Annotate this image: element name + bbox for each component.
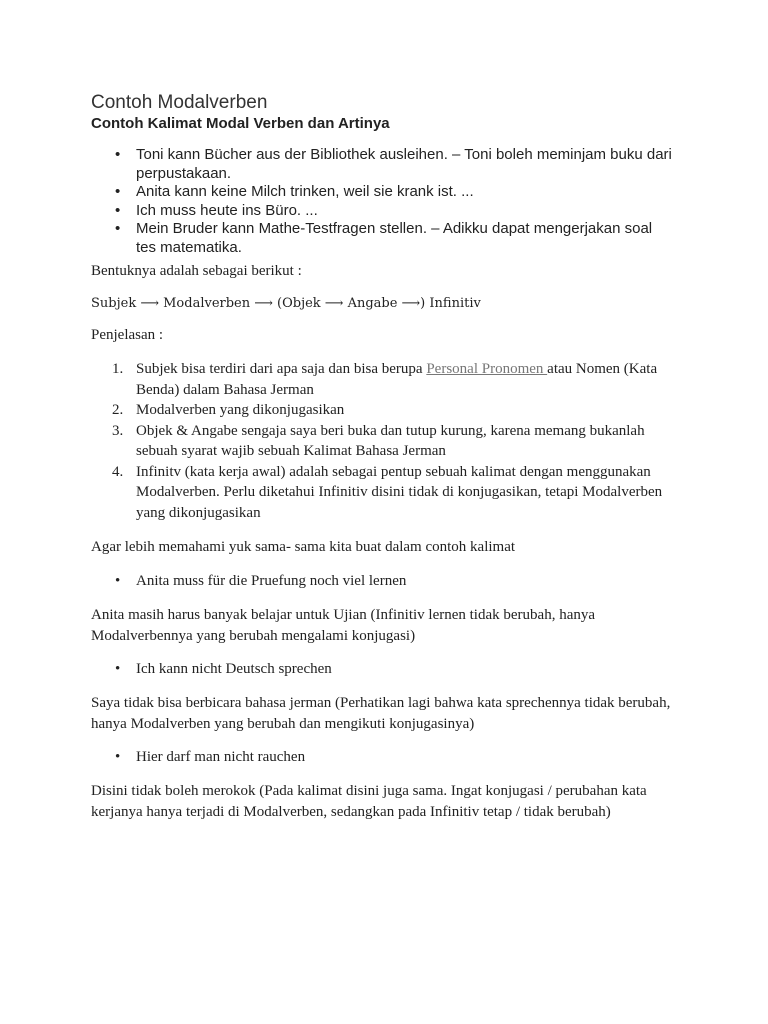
personal-pronomen-link[interactable]: Personal Pronomen <box>426 361 548 377</box>
example-explanation-3 <box>91 781 691 822</box>
example-text-cont: tes matematika. <box>136 238 242 256</box>
example-text: Toni kann Bücher aus der Bibliothek ausleihen. – Toni boleh meminjam buku dari <box>136 146 672 163</box>
examples-intro: Agar lebih memahami yuk sama- sama kita buat dalam contoh kalimat <box>91 539 516 555</box>
example-text-cont: perpustakaan. <box>136 164 232 182</box>
example-list <box>91 146 691 257</box>
example-text: Mein Bruder kann Mathe-Testfragen stellen. – Adikku dapat mengerjakan soal <box>136 220 653 237</box>
example-explanation-1 <box>91 605 691 646</box>
list-item <box>91 400 691 421</box>
item-text-cont: yang dikonjugasikan <box>136 504 261 521</box>
text-line: kerjanya hanya terjadi di Modalverben, sedangkan pada Infinitiv tetap / tidak berubah) <box>91 803 611 820</box>
item-text: Subjek bisa terdiri dari apa saja dan bisa berupa <box>136 361 427 377</box>
list-item <box>91 359 691 400</box>
item-text-cont: Benda) dalam Bahasa Jerman <box>136 381 314 398</box>
text-line: Anita masih harus banyak belajar untuk Ujian (Infinitiv lernen tidak berubah, hanya <box>91 607 596 623</box>
explanation-label: Penjelasan : <box>91 327 164 343</box>
list-item <box>91 146 691 183</box>
text-line: Saya tidak bisa berbicara bahasa jerman (Perhatikan lagi bahwa kata sprechennya tidak berubah, <box>91 695 671 711</box>
item-number: 2. <box>112 402 124 418</box>
list-item <box>91 462 691 524</box>
explanation-list <box>91 359 691 523</box>
form-intro: Bentuknya adalah sebagai berikut : <box>91 263 302 279</box>
example-text: Anita kann keine Milch trinken, weil sie krank ist. ... <box>136 183 474 200</box>
item-number: 1. <box>112 361 124 377</box>
item-text-cont: Modalverben. Perlu diketahui Infinitiv disini tidak di konjugasikan, tetapi Modalverben <box>136 484 663 500</box>
example-sentence-3: • Hier darf man nicht rauchen <box>91 747 305 768</box>
example-explanation-2 <box>91 693 691 734</box>
item-text: atau Nomen (Kata <box>547 361 658 377</box>
text-line: hanya Modalverben yang berubah dan mengikuti konjugasinya) <box>91 715 475 732</box>
list-item <box>91 421 691 462</box>
text-line: Modalverbennya yang berubah mengalami konjugasi) <box>91 627 416 644</box>
item-text: Infinitv (kata kerja awal) adalah sebagai pentup sebuah kalimat dengan menggunakan <box>136 463 651 480</box>
formula: Subjek ⟶ Modalverben ⟶ (Objek ⟶ Angabe ⟶) Infinitiv <box>91 296 481 311</box>
item-text: Modalverben yang dikonjugasikan <box>136 402 345 418</box>
text-line: Disini tidak boleh merokok (Pada kalimat disini juga sama. Ingat konjugasi / perubahan kata <box>91 783 647 799</box>
item-text: Objek & Angabe sengaja saya beri buka dan tutup kurung, karena memang bukanlah <box>136 422 645 439</box>
page-title: Contoh Modalverben <box>91 92 268 113</box>
list-item <box>91 202 691 221</box>
item-number: 4. <box>112 463 124 480</box>
list-item <box>91 220 691 257</box>
example-text: Ich muss heute ins Büro. ... <box>136 201 318 219</box>
item-text-cont: sebuah syarat wajib sebuah Kalimat Bahasa Jerman <box>136 443 446 459</box>
section-subtitle: Contoh Kalimat Modal Verben dan Artinya <box>91 115 390 132</box>
item-number: 3. <box>112 422 124 439</box>
example-sentence-2: • Ich kann nicht Deutsch sprechen <box>91 659 332 680</box>
example-sentence-1: • Anita muss für die Pruefung noch viel lernen <box>91 571 406 592</box>
list-item <box>91 183 691 202</box>
